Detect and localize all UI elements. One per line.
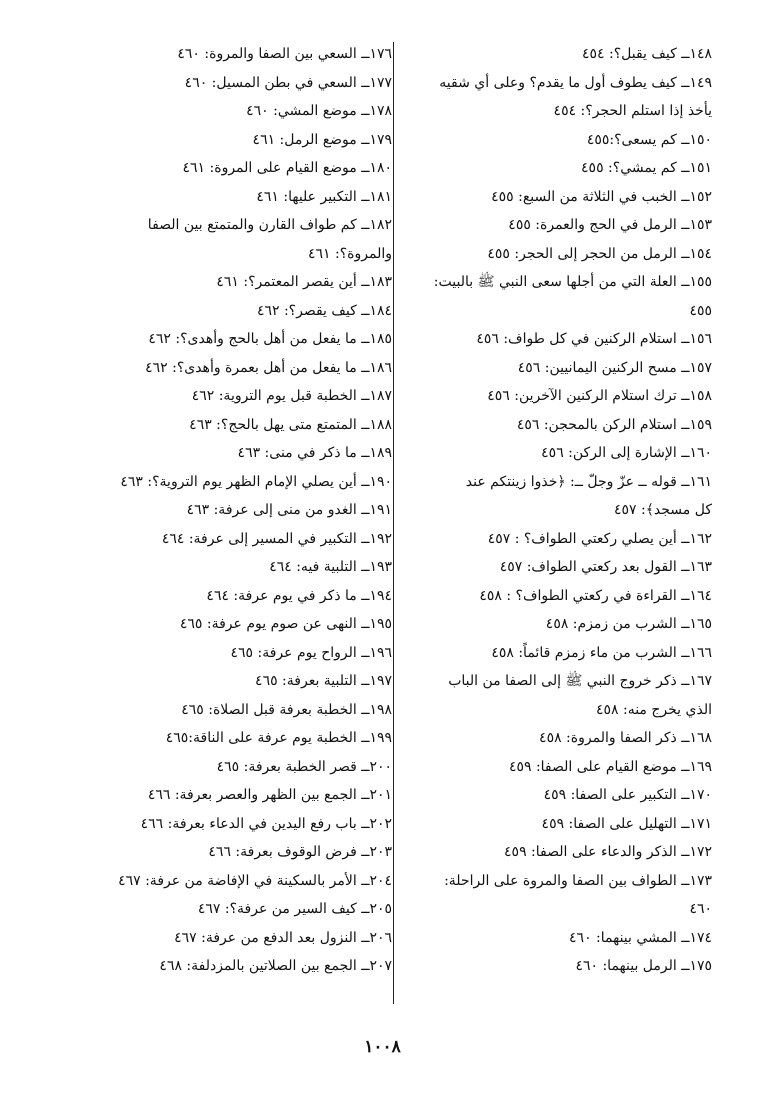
index-entry: ١٨٧ــ الخطبة قبل يوم التروية: ٤٦٢ <box>191 388 392 404</box>
index-entry: ١٦٨ــ ذكر الصفا والمروة: ٤٥٨ <box>539 730 712 746</box>
index-entry: ٢٠٠ــ قصر الخطبة بعرفة: ٤٦٥ <box>216 758 392 775</box>
index-entry: ١٤٨ــ كيف يقبل؟: ٤٥٤ <box>581 46 712 62</box>
index-entry: ١٧٣ــ الطواف بين الصفا والمروة على الراحلة: <box>444 872 712 889</box>
index-entry: ١٥٠ــ كم يسعى؟:٤٥٥ <box>586 131 712 148</box>
index-entry: ١٥٣ــ الرمل في الحج والعمرة: ٤٥٥ <box>508 217 712 233</box>
index-entry: ٢٠٧ــ الجمع بين الصلاتين بالمزدلفة: ٤٦٨ <box>159 958 392 974</box>
index-entry: ١٥٧ــ مسح الركنين اليمانيين: ٤٥٦ <box>517 359 712 376</box>
index-column-left <box>80 40 392 981</box>
index-entry: ١٧٥ــ الرمل بينهما: ٤٦٠ <box>575 958 712 974</box>
index-entry: ١٩٤ــ ما ذكر في يوم عرفة: ٤٦٤ <box>206 587 392 604</box>
index-entry: ١٩٠ــ أين يصلي الإمام الظهر يوم التروية؟: ٤٦٣ <box>120 473 392 490</box>
index-entry: ١٥٤ــ الرمل من الحجر إلى الحجر: ٤٥٥ <box>487 245 712 262</box>
index-entry: ١٧٩ــ موضع الرمل: ٤٦١ <box>252 131 392 148</box>
index-entry: ٤٥٥ <box>689 302 712 319</box>
index-entry: ١٤٩ــ كيف يطوف أول ما يقدم؟ وعلى أي شقيه <box>439 74 712 91</box>
index-entry: ٤٦٠ <box>689 901 712 917</box>
index-entry: ١٩٧ــ التلبية بعرفة: ٤٦٥ <box>255 673 392 689</box>
index-entry: ١٨٦ــ ما يفعل من أهل بعمرة وأهدى؟: ٤٦٢ <box>145 359 392 376</box>
index-column-right <box>400 40 712 981</box>
index-entry: ٢٠٦ــ النزول بعد الدفع من عرفة: ٤٦٧ <box>174 929 392 946</box>
index-entry: ١٧٠ــ التكبير على الصفا: ٤٥٩ <box>543 787 712 803</box>
index-entry: ١٩٦ــ الرواح يوم عرفة: ٤٦٥ <box>230 644 392 661</box>
index-entry: ٢٠٣ــ فرض الوقوف بعرفة: ٤٦٦ <box>208 844 392 860</box>
index-entry: ١٨٣ــ أين يقصر المعتمر؟: ٤٦١ <box>216 274 392 290</box>
index-entry: ١٩٥ــ النهى عن صوم يوم عرفة: ٤٦٥ <box>179 616 392 632</box>
index-entry: ١٧٧ــ السعي في بطن المسيل: ٤٦٠ <box>184 74 392 91</box>
index-entry: الذي يخرج منه: ٤٥٨ <box>595 701 712 718</box>
index-entry: ١٦٢ــ أين يصلي ركعتي الطواف؟ : ٤٥٧ <box>487 530 712 547</box>
index-entry: ١٨٢ــ كم طواف القارن والمتمتع بين الصفا <box>147 217 392 233</box>
index-entry: ١٨٥ــ ما يفعل من أهل بالحج وأهدى؟: ٤٦٢ <box>148 331 392 347</box>
index-entry: يأخذ إذا استلم الحجر؟: ٤٥٤ <box>553 103 712 119</box>
index-entry: ١٥٨ــ ترك استلام الركنين الآخرين: ٤٥٦ <box>487 388 712 404</box>
index-entry: ٢٠١ــ الجمع بين الظهر والعصر بعرفة: ٤٦٦ <box>147 787 392 803</box>
index-entry: ٢٠٤ــ الأمر بالسكينة في الإفاضة من عرفة: ٤٦٧ <box>118 872 392 889</box>
index-entry: ١٦٣ــ القول بعد ركعتي الطواف: ٤٥٧ <box>499 559 712 575</box>
index-entry: ١٦٦ــ الشرب من ماء زمزم قائماً: ٤٥٨ <box>491 644 712 661</box>
index-entry: كل مسجد﴾: ٤٥٧ <box>613 502 712 518</box>
index-entry: ١٥٩ــ استلام الركن بالمحجن: ٤٥٦ <box>516 416 712 433</box>
index-entry: ١٧٨ــ موضع المشي: ٤٦٠ <box>246 103 392 119</box>
page-number: ١٠٠٨ <box>364 1037 401 1057</box>
index-entry: ٢٠٢ــ باب رفع اليدين في الدعاء بعرفة: ٤٦٦ <box>140 815 392 832</box>
index-entry: ١٦٥ــ الشرب من زمزم: ٤٥٨ <box>545 616 712 632</box>
index-entry: ١٦٤ــ القراءة في ركعتي الطواف؟ : ٤٥٨ <box>479 587 712 604</box>
index-entry: ١٥٢ــ الخبب في الثلاثة من السبع: ٤٥٥ <box>491 188 712 205</box>
index-entry: ١٧٢ــ الذكر والدعاء على الصفا: ٤٥٩ <box>504 844 712 860</box>
index-entry: ١٩١ــ الغدو من منى إلى عرفة: ٤٦٣ <box>186 502 392 518</box>
index-entry: ١٩٨ــ الخطبة بعرفة قبل الصلاة: ٤٦٥ <box>181 701 392 718</box>
index-entry: ١٩٣ــ التلبية فيه: ٤٦٤ <box>269 559 392 575</box>
index-entry: ١٨٤ــ كيف يقصر؟: ٤٦٢ <box>256 302 392 319</box>
index-entry: ١٩٩ــ الخطبة يوم عرفة على الناقة:٤٦٥ <box>165 730 392 746</box>
index-entry: ١٨٨ــ المتمتع متى يهل بالحج؟: ٤٦٣ <box>189 416 392 433</box>
index-entry: ١٧٦ــ السعي بين الصفا والمروة: ٤٦٠ <box>177 46 392 62</box>
column-divider <box>393 42 394 1004</box>
index-entry: ١٨١ــ التكبير عليها: ٤٦١ <box>256 188 392 205</box>
index-entry: ١٦٠ــ الإشارة إلى الركن: ٤٥٦ <box>541 445 712 461</box>
index-entry: ٢٠٥ــ كيف السير من عرفة؟: ٤٦٧ <box>197 901 392 917</box>
index-entry: ١٨٩ــ ما ذكر في منى: ٤٦٣ <box>237 445 392 461</box>
index-entry: ١٥١ــ كم يمشي؟: ٤٥٥ <box>581 160 712 176</box>
index-entry: والمروة؟: ٤٦١ <box>308 245 392 262</box>
index-entry: ١٩٢ــ التكبير في المسير إلى عرفة: ٤٦٤ <box>161 530 392 547</box>
index-entry: ١٥٥ــ العلة التي من أجلها سعى النبي ﷺ بالبيت: <box>433 274 712 290</box>
index-entry: ١٧١ــ التهليل على الصفا: ٤٥٩ <box>541 815 712 832</box>
index-entry: ١٦١ــ قوله ــ عزّ وجلّ ــ: ﴿خذوا زينتكم عند <box>465 473 712 490</box>
index-entry: ١٥٦ــ استلام الركنين في كل طواف: ٤٥٦ <box>476 331 712 347</box>
index-entry: ١٧٤ــ المشي بينهما: ٤٦٠ <box>569 929 712 946</box>
index-entry: ١٦٩ــ موضع القيام على الصفا: ٤٥٩ <box>508 758 712 775</box>
index-entry: ١٨٠ــ موضع القيام على المروة: ٤٦١ <box>182 160 392 176</box>
index-entry: ١٦٧ــ ذكر خروج النبي ﷺ إلى الصفا من الباب <box>448 673 712 689</box>
